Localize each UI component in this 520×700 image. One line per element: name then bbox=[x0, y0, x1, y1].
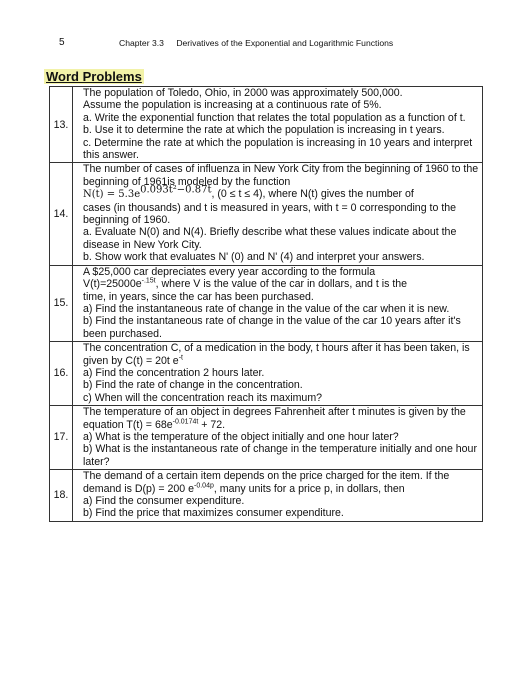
formula-base: The concentration C, of a medication in the body, t hours after it has been taken, is given by C(t) = 20t e bbox=[83, 342, 470, 367]
problem-text bbox=[73, 406, 483, 470]
problem-line: cases (in thousands) and t is measured in years, with t = 0 corresponding to the beginning of 1960. bbox=[83, 201, 457, 227]
formula-exponent: -t bbox=[178, 354, 183, 361]
problem-number: 13. bbox=[50, 87, 73, 163]
formula-base: V(t)=25000e bbox=[83, 278, 142, 291]
page-header bbox=[119, 38, 393, 48]
chapter-title: Derivatives of the Exponential and Logarithmic Functions bbox=[176, 38, 394, 48]
section-title: Word Problems bbox=[46, 69, 142, 84]
problem-number: 18. bbox=[50, 470, 73, 522]
problems-table bbox=[49, 86, 483, 522]
problem-line: b) Find the instantaneous rate of change in the value of the car 10 years after it's been purchased. bbox=[83, 315, 461, 340]
problem-line: a) Find the instantaneous rate of change in the value of the car when it is new. bbox=[83, 302, 450, 315]
problem-row bbox=[50, 87, 483, 163]
problem-line: time, in years, since the car has been purchased. bbox=[83, 290, 314, 303]
problem-number: 16. bbox=[50, 342, 73, 406]
formula-line bbox=[83, 184, 479, 201]
formula-line bbox=[83, 278, 479, 290]
formula-tail: , where V is the value of the car in dollars, and t is the bbox=[155, 278, 408, 291]
problem-line: The population of Toledo, Ohio, in 2000 was approximately 500,000. bbox=[83, 87, 403, 99]
problem-line: b) Find the rate of change in the concentration. bbox=[83, 379, 303, 392]
problem-line: b) What is the instantaneous rate of change in the temperature initially and one hour later? bbox=[83, 443, 477, 468]
problem-line: The number of cases of influenza in New York City from the beginning of 1960 to the beginning of 1961is modeled by the function bbox=[83, 163, 479, 188]
formula-exponent: -0.04p bbox=[194, 482, 214, 490]
problem-line: c. Determine the rate at which the population is increasing in 10 years and interpret this answer. bbox=[83, 136, 473, 162]
problem-row bbox=[50, 470, 483, 522]
problem-line: b. Use it to determine the rate at which the population is increasing in t years. bbox=[83, 124, 445, 137]
formula-base: N(t) = 5.3e bbox=[83, 189, 141, 201]
problem-line: b. Show work that evaluates N' (0) and N' (4) and interpret your answers. bbox=[83, 251, 425, 264]
problem-line: a) Find the consumer expenditure. bbox=[83, 495, 245, 507]
formula-exponent: -0.0174t bbox=[172, 418, 199, 426]
formula-base: The demand of a certain item depends on the price charged for the item. If the demand is D(p) = 200 e bbox=[83, 470, 450, 495]
formula-exponent: 0.093t²−0.87t bbox=[140, 184, 212, 196]
problem-row bbox=[50, 163, 483, 265]
problem-line: c) When will the concentration reach its maximum? bbox=[83, 391, 323, 404]
problem-number: 17. bbox=[50, 406, 73, 470]
formula-tail: + 72. bbox=[198, 418, 226, 431]
problem-text bbox=[73, 470, 483, 522]
problem-row bbox=[50, 265, 483, 341]
problem-text bbox=[73, 265, 483, 341]
problem-line: a) Find the concentration 2 hours later. bbox=[83, 366, 265, 379]
problem-row bbox=[50, 406, 483, 470]
problem-number: 15. bbox=[50, 265, 73, 341]
problem-text bbox=[73, 342, 483, 406]
problem-text bbox=[73, 87, 483, 163]
problem-line: A $25,000 car depreciates every year according to the formula bbox=[83, 265, 376, 278]
problem-line: a. Write the exponential function that relates the total population as a function of t. bbox=[83, 111, 466, 124]
formula-line bbox=[83, 406, 479, 431]
chapter-label: Chapter 3.3 bbox=[119, 38, 164, 48]
formula-tail: , (0 ≤ t ≤ 4), where N(t) gives the number of bbox=[211, 188, 414, 201]
problem-line: a. Evaluate N(0) and N(4). Briefly describe what these values indicate about the disease in New York City. bbox=[83, 226, 457, 251]
problem-line: Assume the population is increasing at a continuous rate of 5%. bbox=[83, 99, 382, 112]
problem-number: 14. bbox=[50, 163, 73, 265]
formula-tail: , many units for a price p, in dollars, then bbox=[213, 482, 405, 495]
problem-row bbox=[50, 342, 483, 406]
problem-line: b) Find the price that maximizes consumer expenditure. bbox=[83, 507, 344, 520]
page-number: 5 bbox=[59, 37, 65, 48]
formula-line bbox=[83, 342, 479, 367]
formula-exponent: -.15t bbox=[141, 277, 156, 285]
formula-base: The temperature of an object in degrees Fahrenheit after t minutes is given by the equation T(t) = 68e bbox=[83, 406, 466, 431]
problem-text bbox=[73, 163, 483, 265]
problem-line: a) What is the temperature of the object initially and one hour later? bbox=[83, 430, 399, 443]
formula-line bbox=[83, 470, 479, 495]
